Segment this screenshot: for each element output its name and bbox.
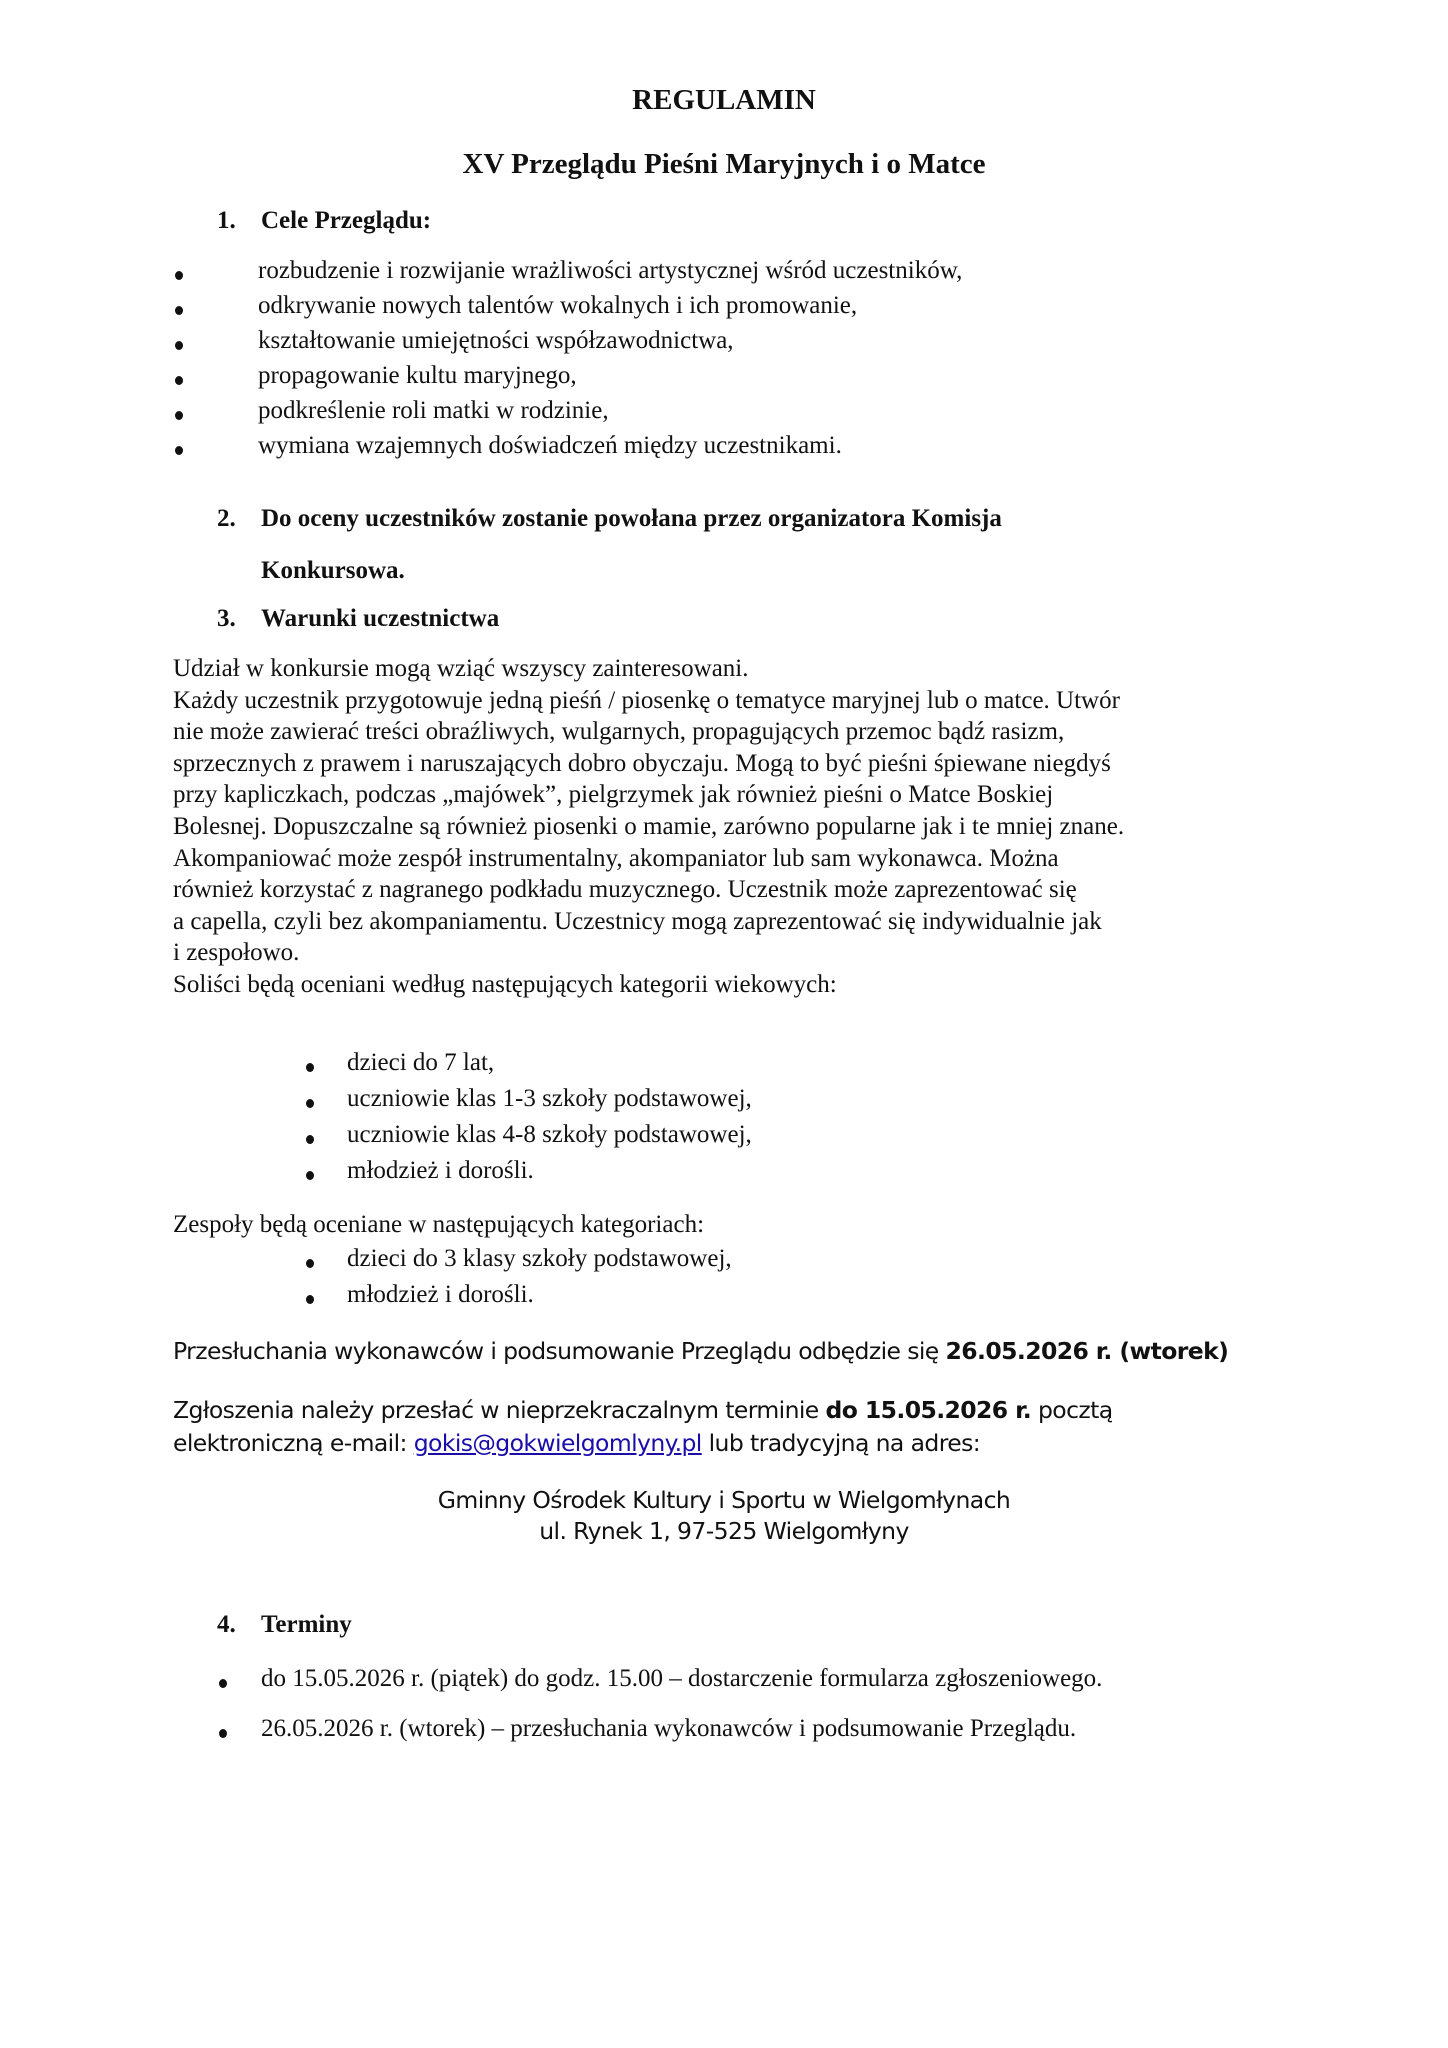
bullet-icon	[219, 1729, 227, 1738]
submission-text: lub tradycyjną na adres:	[701, 1429, 981, 1457]
list-item: do 15.05.2026 r. (piątek) do godz. 15.00 – dostarczenie formularza zgłoszeniowego.	[261, 1665, 1103, 1692]
hearing-info	[173, 1337, 1228, 1365]
address-line1: Gminny Ośrodek Kultury i Sportu w Wielgomłynach	[437, 1486, 1011, 1514]
submission-info-line2	[173, 1429, 980, 1457]
bullet-icon	[306, 1171, 314, 1180]
paragraph-line: sprzecznych z prawem i naruszających dobro obyczaju. Mogą to być pieśni śpiewane niegdyś	[173, 749, 1111, 777]
bullet-icon	[175, 446, 183, 455]
document-subtitle: XV Przeglądu Pieśni Maryjnych i o Matce	[462, 148, 986, 180]
section-heading: Warunki uczestnictwa	[261, 605, 500, 632]
section-number: 4.	[217, 1611, 236, 1638]
list-item: młodzież i dorośli.	[347, 1281, 534, 1308]
section-number: 3.	[217, 605, 236, 632]
document-title: REGULAMIN	[632, 84, 816, 116]
section-number: 1.	[217, 207, 236, 234]
paragraph-line: Bolesnej. Dopuszczalne są również piosenki o mamie, zarówno popularne jak i te mniej znane.	[173, 812, 1125, 840]
list-item: odkrywanie nowych talentów wokalnych i ich promowanie,	[258, 292, 858, 319]
bullet-icon	[306, 1063, 314, 1072]
paragraph-line: a capella, czyli bez akompaniamentu. Uczestnicy mogą zaprezentować się indywidualnie jak	[173, 907, 1102, 935]
hearing-text: Przesłuchania wykonawców i podsumowanie Przeglądu odbędzie się	[173, 1337, 946, 1365]
bullet-icon	[175, 271, 183, 280]
section-number: 2.	[217, 505, 236, 532]
paragraph-line: nie może zawierać treści obraźliwych, wulgarnych, propagujących przemoc bądź rasizm,	[173, 718, 1065, 746]
paragraph-line: i zespołowo.	[173, 939, 300, 967]
list-item: kształtowanie umiejętności współzawodnictwa,	[258, 327, 734, 354]
bullet-icon	[175, 341, 183, 350]
list-item: młodzież i dorośli.	[347, 1157, 534, 1184]
bullet-icon	[175, 376, 183, 385]
list-item: dzieci do 3 klasy szkoły podstawowej,	[347, 1245, 732, 1272]
section-heading: Cele Przeglądu:	[261, 207, 432, 234]
section-heading-line1: Do oceny uczestników zostanie powołana przez organizatora Komisja	[261, 505, 1002, 532]
paragraph-line: również korzystać z nagranego podkładu muzycznego. Uczestnik może zaprezentować się	[173, 876, 1077, 904]
bullet-icon	[306, 1135, 314, 1144]
bullet-icon	[175, 411, 183, 420]
postal-address	[0, 1485, 1448, 1547]
list-item: 26.05.2026 r. (wtorek) – przesłuchania wykonawców i podsumowanie Przeglądu.	[261, 1715, 1077, 1742]
bullet-icon	[175, 306, 183, 315]
submission-info-line1	[173, 1396, 1113, 1424]
groups-label: Zespoły będą oceniane w następujących kategoriach:	[173, 1211, 705, 1238]
bullet-icon	[306, 1099, 314, 1108]
list-item: wymiana wzajemnych doświadczeń między uczestnikami.	[258, 432, 842, 459]
submission-text: Zgłoszenia należy przesłać w nieprzekraczalnym terminie	[173, 1396, 826, 1424]
list-item: dzieci do 7 lat,	[347, 1049, 495, 1076]
list-item: uczniowie klas 1-3 szkoły podstawowej,	[347, 1085, 752, 1112]
paragraph-line: przy kapliczkach, podczas „majówek”, pielgrzymek jak również pieśni o Matce Boskiej	[173, 781, 1054, 809]
section-heading-line2: Konkursowa.	[261, 557, 405, 584]
section-heading: Terminy	[261, 1611, 352, 1638]
email-link[interactable]: gokis@gokwielgomlyny.pl	[413, 1429, 702, 1457]
address-line2: ul. Rynek 1, 97-525 Wielgomłyny	[539, 1517, 909, 1545]
bullet-icon	[306, 1259, 314, 1268]
bullet-icon	[219, 1679, 227, 1688]
submission-text: pocztą	[1031, 1396, 1113, 1424]
submission-deadline: do 15.05.2026 r.	[825, 1396, 1032, 1424]
list-item: uczniowie klas 4-8 szkoły podstawowej,	[347, 1121, 752, 1148]
list-item: propagowanie kultu maryjnego,	[258, 362, 577, 389]
soloists-label: Soliści będą oceniani według następujących kategorii wiekowych:	[173, 970, 837, 998]
intro-line: Udział w konkursie mogą wziąć wszyscy zainteresowani.	[173, 655, 749, 682]
paragraph-line: Akompaniować może zespół instrumentalny, akompaniator lub sam wykonawca. Można	[173, 844, 1059, 872]
submission-text: elektroniczną e-mail:	[173, 1429, 414, 1457]
bullet-icon	[306, 1295, 314, 1304]
paragraph-line: Każdy uczestnik przygotowuje jedną pieśń / piosenkę o tematyce maryjnej lub o matce. Utwór	[173, 686, 1120, 714]
conditions-paragraph	[173, 653, 1276, 1001]
list-item: podkreślenie roli matki w rodzinie,	[258, 397, 609, 424]
list-item: rozbudzenie i rozwijanie wrażliwości artystycznej wśród uczestników,	[258, 257, 963, 284]
hearing-date: 26.05.2026 r. (wtorek)	[945, 1337, 1229, 1365]
